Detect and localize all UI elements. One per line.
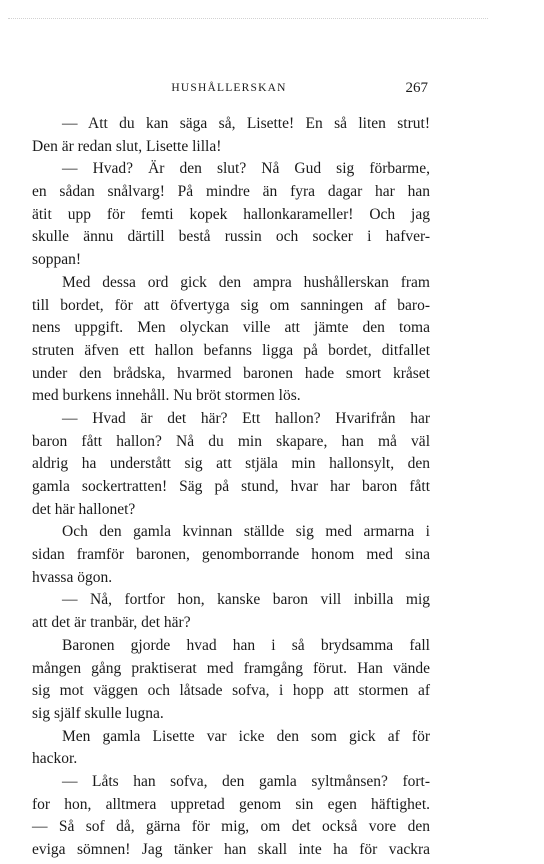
text-line: hvassa ögon.	[32, 568, 113, 586]
body-text	[32, 113, 430, 862]
text-line: — Nå, fortfor hon, kanske baron vill inbilla mig	[62, 591, 430, 609]
text-line: mången gång praktiserat med framgång förut. Han vände	[32, 659, 430, 677]
text-line: struten äfven ett hallon befanns ligga på bordet, ditfallet	[32, 341, 430, 359]
text-line: Den är redan slut, Lisette lilla!	[32, 137, 222, 155]
text-line: Med dessa ord gick den ampra hushållerskan fram	[62, 273, 430, 291]
text-line: hackor.	[32, 750, 78, 768]
page-header	[30, 80, 428, 100]
text-line: — Hvad är det här? Ett hallon? Hvarifrån har	[62, 409, 430, 427]
text-line: en sådan snålvarg! På mindre än fyra dagar har han	[32, 183, 430, 201]
text-line: sig mot väggen och låtsade sofva, i hopp att stormen af	[32, 682, 430, 700]
text-line: det här hallonet?	[32, 500, 136, 518]
text-line: skulle ännu därtill bestå russin och socker i hafver-	[32, 228, 430, 246]
text-line: Men gamla Lisette var icke den som gick af för	[62, 727, 430, 745]
text-line: — Så sof då, gärna för mig, om det också vore den	[32, 818, 430, 836]
text-line: — Låts han sofva, den gamla syltmånsen? fort-	[62, 772, 430, 790]
text-line: soppan!	[32, 251, 82, 269]
text-line: under den brådska, hvarmed baronen hade smort kråset	[32, 364, 430, 382]
text-line: sig själf skulle lugna.	[32, 704, 164, 722]
text-line: med burkens innehåll. Nu bröt stormen lös.	[32, 387, 301, 405]
text-line: baron fått hallon? Nå du min skapare, han må väl	[32, 432, 430, 450]
page-number: 267	[405, 80, 428, 96]
text-line: eviga sömnen! Jag tänker han skall inte ha för vackra	[32, 841, 430, 858]
text-line: for hon, alltmera uppretad genom sin egen häftighet.	[32, 795, 430, 813]
running-head: HUSHÅLLERSKAN	[171, 82, 287, 94]
text-line: nens uppgift. Men olyckan ville att jämte den toma	[32, 319, 430, 337]
text-line: Och den gamla kvinnan ställde sig med armarna i	[62, 523, 430, 541]
text-line: Baronen gjorde hvad han i så brydsamma fall	[62, 636, 430, 654]
text-line: sidan framför baronen, genomborrande honom med sina	[32, 546, 430, 564]
text-line: till bordet, för att öfvertyga sig om sanningen af baro-	[32, 296, 430, 314]
text-line: — Att du kan säga så, Lisette! En så liten strut!	[62, 115, 430, 132]
text-line: ätit upp för femti kopek hallonkarameller! Och jag	[32, 205, 430, 223]
text-line: aldrig ha understått sig att stjäla min hallonsylt, den	[32, 455, 430, 473]
text-line: att det är tranbär, det här?	[32, 614, 191, 632]
text-line: — Hvad? Är den slut? Nå Gud sig förbarme,	[62, 160, 430, 178]
scan-artifact-line	[8, 18, 488, 21]
text-line: gamla sockertratten! Säg på stund, hvar har baron fått	[32, 478, 430, 495]
